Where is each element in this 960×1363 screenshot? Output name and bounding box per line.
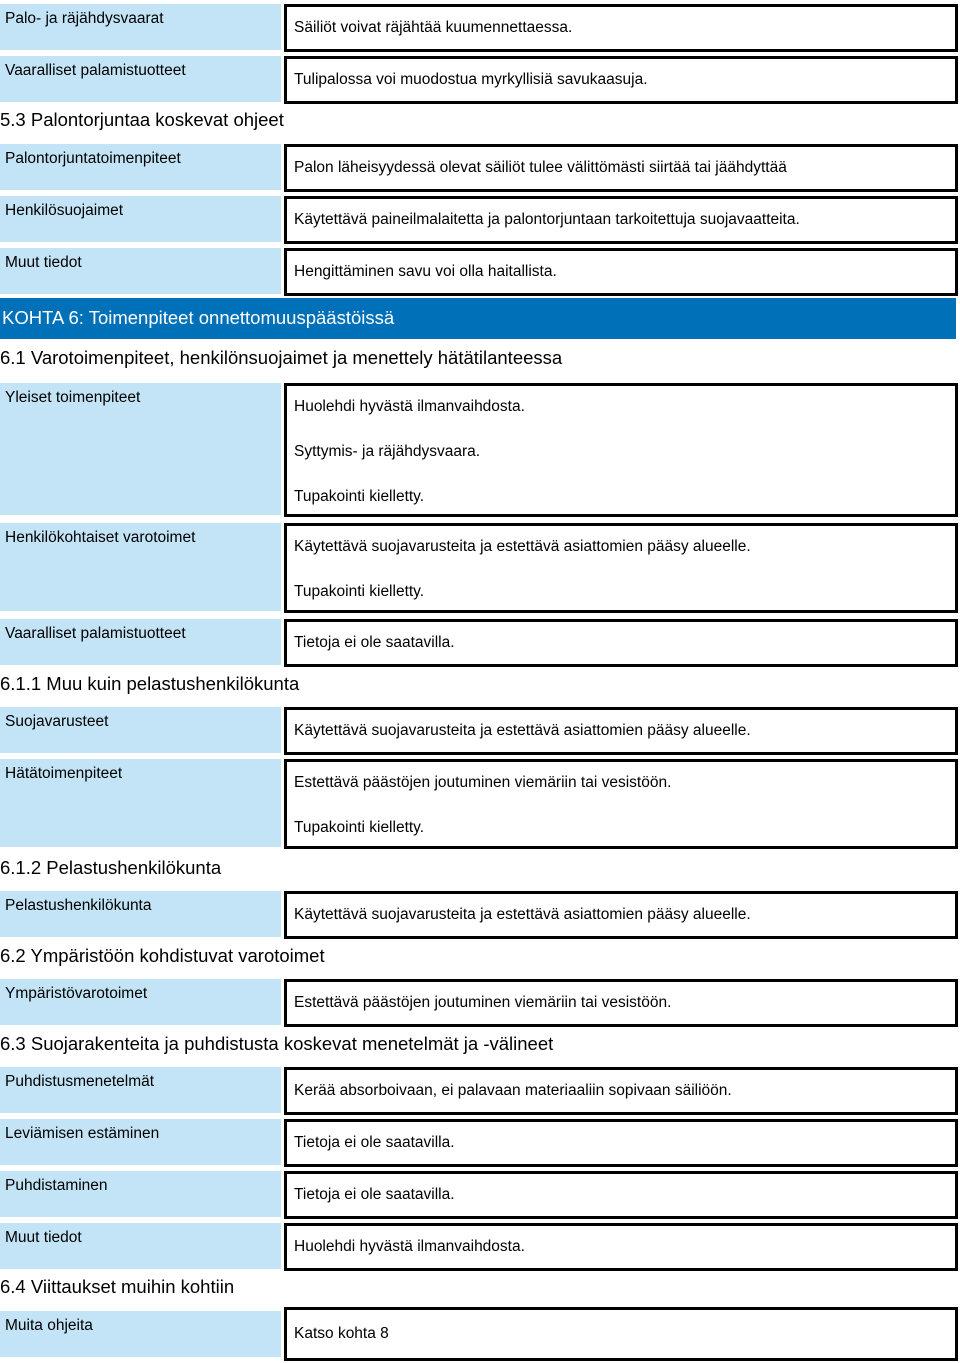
label-fire-hazards: Palo- ja räjähdysvaarat [0,4,281,50]
value-other-info-5: Hengittäminen savu voi olla haitallista. [284,248,958,296]
general-line-2: Syttymis- ja räjähdysvaara. [294,443,481,460]
value-protective-gear: Käytettävä suojavarusteita ja estettävä asiattomien pääsy alueelle. [284,707,958,755]
label-firefighting-measures: Palontorjuntatoimenpiteet [0,144,281,190]
label-cleaning: Puhdistaminen [0,1171,281,1217]
personal-line-2: Tupakointi kielletty. [294,583,425,600]
value-spread-prevention: Tietoja ei ole saatavilla. [284,1119,958,1167]
value-cleaning: Tietoja ei ole saatavilla. [284,1171,958,1219]
label-other-info-6: Muut tiedot [0,1223,281,1269]
value-other-instructions: Katso kohta 8 [284,1307,958,1361]
section-6-title: KOHTA 6: Toimenpiteet onnettomuuspäästöissä [0,298,956,339]
label-cleanup-methods: Puhdistusmenetelmät [0,1067,281,1113]
value-general-measures [284,383,958,517]
heading-6-1-2: 6.1.2 Pelastushenkilökunta [0,857,222,878]
personal-line-1: Käytettävä suojavarusteita ja estettävä asiattomien pääsy alueelle. [294,538,751,555]
label-spread-prevention: Leviämisen estäminen [0,1119,281,1165]
heading-6-2: 6.2 Ympäristöön kohdistuvat varotoimet [0,945,325,966]
label-other-info-5: Muut tiedot [0,248,281,294]
label-protective-equipment: Henkilösuojaimet [0,196,281,242]
general-line-1: Huolehdi hyvästä ilmanvaihdosta. [294,398,525,415]
heading-5-3: 5.3 Palontorjuntaa koskevat ohjeet [0,109,284,130]
label-hazardous-combustion: Vaaralliset palamistuotteet [0,56,281,102]
value-fire-hazards: Säiliöt voivat räjähtää kuumennettaessa. [284,4,958,52]
value-personal-precautions [284,523,958,613]
value-hazardous-products-6: Tietoja ei ole saatavilla. [284,619,958,667]
value-environmental-precautions: Estettävä päästöjen joutuminen viemäriin tai vesistöön. [284,979,958,1027]
heading-6-3: 6.3 Suojarakenteita ja puhdistusta koskevat menetelmät ja -välineet [0,1033,554,1054]
label-other-instructions: Muita ohjeita [0,1311,281,1357]
emergency-line-1: Estettävä päästöjen joutuminen viemäriin tai vesistöön. [294,774,672,791]
value-other-info-6: Huolehdi hyvästä ilmanvaihdosta. [284,1223,958,1271]
value-hazardous-combustion: Tulipalossa voi muodostua myrkyllisiä savukaasuja. [284,56,958,104]
value-emergency-procedures [284,759,958,849]
label-personal-precautions: Henkilökohtaiset varotoimet [0,523,281,611]
general-line-3: Tupakointi kielletty. [294,488,425,505]
label-environmental-precautions: Ympäristövarotoimet [0,979,281,1025]
value-rescue-personnel: Käytettävä suojavarusteita ja estettävä asiattomien pääsy alueelle. [284,891,958,939]
value-firefighting-measures: Palon läheisyydessä olevat säiliöt tulee välittömästi siirtää tai jäähdyttää [284,144,958,192]
label-protective-gear: Suojavarusteet [0,707,281,753]
value-protective-equipment: Käytettävä paineilmalaitetta ja palontorjuntaan tarkoitettuja suojavaatteita. [284,196,958,244]
label-hazardous-products-6: Vaaralliset palamistuotteet [0,619,281,665]
label-rescue-personnel: Pelastushenkilökunta [0,891,281,937]
label-emergency-procedures: Hätätoimenpiteet [0,759,281,847]
value-cleanup-methods: Kerää absorboivaan, ei palavaan materiaaliin sopivaan säiliöön. [284,1067,958,1115]
label-general-measures: Yleiset toimenpiteet [0,383,281,515]
emergency-line-2: Tupakointi kielletty. [294,819,425,836]
heading-6-1: 6.1 Varotoimenpiteet, henkilönsuojaimet ja menettely hätätilanteessa [0,347,563,368]
heading-6-1-1: 6.1.1 Muu kuin pelastushenkilökunta [0,673,300,694]
heading-6-4: 6.4 Viittaukset muihin kohtiin [0,1276,235,1297]
